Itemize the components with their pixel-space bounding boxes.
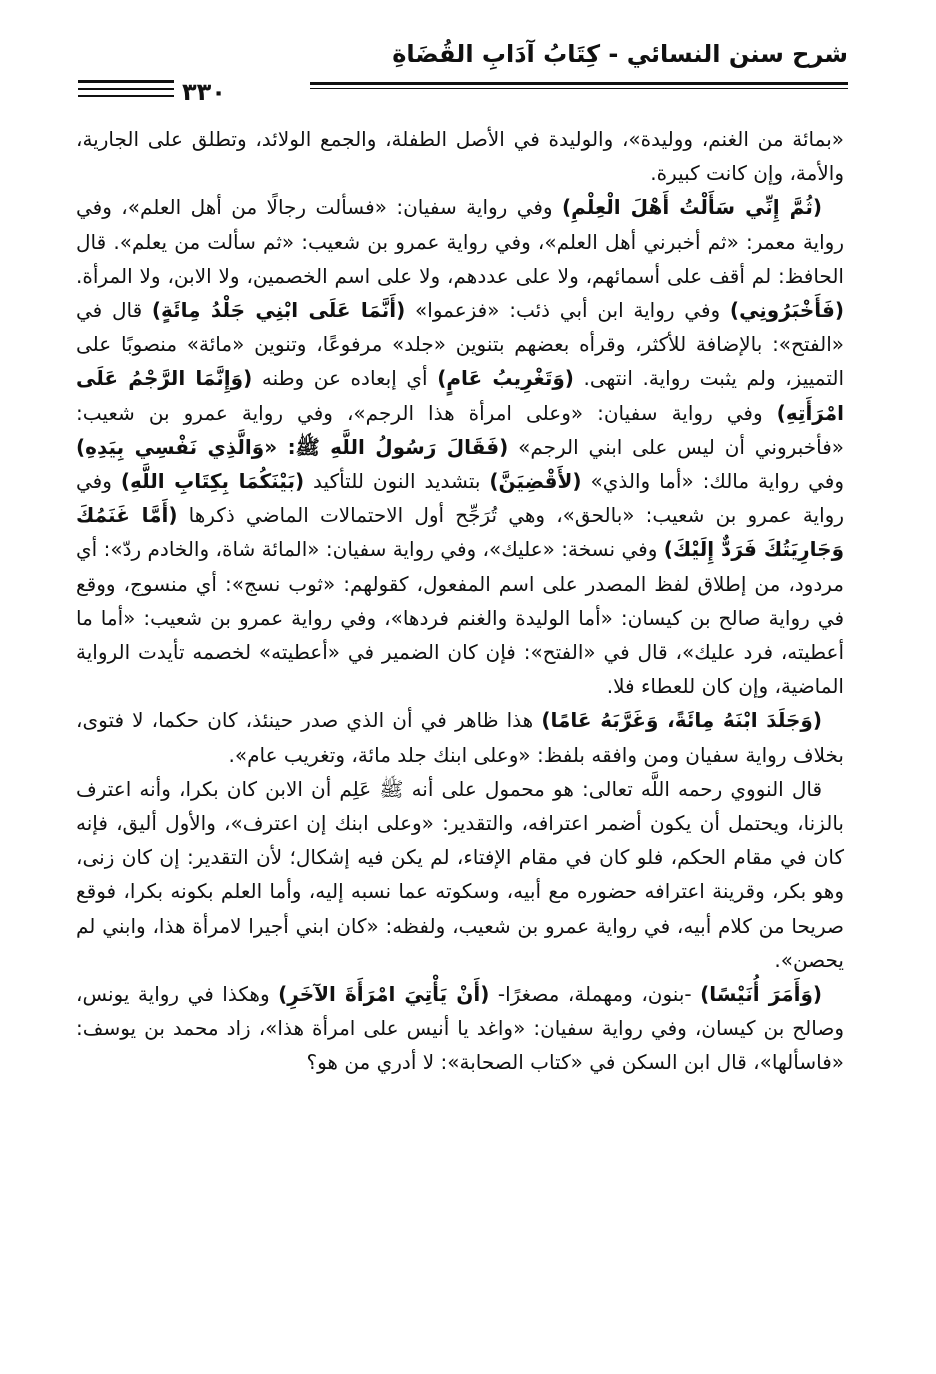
paragraph [76,122,844,190]
quoted-hadith-text: (لأَقْضِيَنَّ) [489,469,582,494]
commentary-text: وهكذا في رواية يونس، وصالح بن كيسان، وفي رواية سفيان: «واغد يا أنيس على امرأة هذا»، زاد محمد بن يوسف: «فاسألها»، قال ابن السكن في «كتاب الصحابة»: لا أدري من هو؟ [76,982,844,1075]
quoted-hadith-text: (بَيْنَكُمَا بِكِتَابِ اللَّهِ) [120,469,305,494]
quoted-hadith-text: (فَأَخْبَرُونِي) [729,298,845,323]
quoted-hadith-text: (أَنْ يَأْتِيَ امْرَأَةَ الآخَرِ) [278,982,490,1007]
quoted-hadith-text: (وَتَغْرِيبُ عَامٍ) [437,366,574,391]
commentary-text: وفي رواية مالك: «أما والذي» [581,469,844,494]
quoted-hadith-text: (وَأَمَرَ أُنَيْسًا) [700,982,823,1007]
paragraph [76,703,844,771]
header-rule-thin [310,88,848,89]
commentary-text: وفي رواية ابن أبي ذئب: «فزعموا» [405,298,730,323]
commentary-text: أي إبعاده عن وطنه [252,366,438,391]
running-title: شرح سنن النسائي - كِتَابُ آدَابِ القُضَاةِ [392,40,848,68]
running-header [78,40,848,106]
commentary-text: قال في «الفتح»: بالإضافة للأكثر، وقرأه بعضهم بتنوين «جلد» مرفوعًا، وتنوين «مائة» منصوبًا على التمييز، ولم يثبت رواية. انتهى. [76,298,845,391]
quoted-hadith-text: (أَنَّمَا عَلَى ابْنِي جَلْدُ مِائَةٍ) [151,298,406,323]
quoted-hadith-text: (فَقَالَ رَسُولُ اللَّهِ ﷺ: «وَالَّذِي نَفْسِي بِيَدِهِ) [76,434,509,459]
commentary-text: وفي رواية سفيان: «وعلى امرأة هذا الرجم»، وفي رواية عمرو بن شعيب: «فأخبروني أن ليس على ابني الرجم» [76,400,844,459]
quoted-hadith-text: (أَمَّا غَنَمُكَ وَجَارِيَتُكَ فَرَدٌّ إِلَيْكَ) [76,503,845,562]
page-number-rule [78,95,174,97]
header-rule [310,82,848,85]
paragraph [76,772,844,977]
page-number-rule [78,88,174,90]
page-number-rule [78,80,174,83]
paragraph [76,190,844,703]
commentary-text: وفي رواية عمرو بن شعيب: «بالحق»، وهي تُرَجِّح أول الاحتمالات الماضي ذكرها [76,469,844,528]
commentary-text: «بمائة من الغنم، ووليدة»، والوليدة في الأصل الطفلة، والجمع الولائد، وتطلق على الجارية، والأمة، وإن كانت كبيرة. [76,127,844,186]
quoted-hadith-text: (ثُمَّ إِنِّي سَأَلْتُ أَهْلَ الْعِلْمِ) [562,195,822,220]
commentary-text: وفي رواية سفيان: «فسألت رجالًا من أهل العلم»، وفي رواية معمر: «ثم أخبرني أهل العلم»، وفي رواية عمرو بن شعيب: «ثم سألت من يعلم». قال الحافظ: لم أقف على أسمائهم، ولا على عددهم، ولا على اسم الخصمين، ولا الابن، ولا المرأة. [76,195,844,288]
commentary-text: قال النووي رحمه اللَّه تعالى: هو محمول على أنه ﷺ عَلِم أن الابن كان بكرا، وأنه اعترف بالزنا، ويحتمل أن يكون أضمر اعترافه، والتقدير: «وعلى ابنك إن اعترف»، والأول أليق، فإنه كان في مقام الحكم، فلو كان في مقام الإفتاء، لم يكن فيه إشكال؛ لأن التقدير: إن كان زنى، وهو بكر، وقرينة اعترافه حضوره مع أبيه، وسكوته عما نسبه إليه، وأما العلم بكونه بكرا، فوقع صريحا من كلام أبيه، في رواية عمرو بن شعيب، ولفظه: «كان ابني أجيرا لامرأة هذا، وابني لم يحصن». [76,776,844,972]
commentary-text: بتشديد النون للتأكيد [304,469,490,494]
commentary-text: هذا ظاهر في أن الذي صدر حينئذ، كان حكما، لا فتوى، بخلاف رواية سفيان ومن وافقه بلفظ: «وعلى ابنك جلد مائة، وتغريب عام». [76,708,844,767]
page-number: ٣٣٠ [182,78,226,106]
quoted-hadith-text: (وَإِنَّمَا الرَّجْمُ عَلَى امْرَأَتِهِ) [76,366,844,425]
paragraph [76,977,844,1080]
commentary-text: -بنون، ومهملة، مصغرًا- [489,982,701,1007]
commentary-text: وفي نسخة: «عليك»، وفي رواية سفيان: «المائة شاة، والخادم ردّ»: أي مردود، من إطلاق لفظ المصدر على اسم المفعول، كقولهم: «ثوب نسج»: أي منسوج، ووقع في رواية صالح بن كيسان: «أما الوليدة والغنم فردها»، وفي رواية عمرو بن شعيب: «أما ما أعطيته، فرد عليك»، قال في «الفتح»: فإن كان الضمير في «أعطيته» لخصمه تأيدت الرواية الماضية، وإن كان للعطاء فلا. [76,537,844,699]
quoted-hadith-text: (وَجَلَدَ ابْنَهُ مِائَةً، وَغَرَّبَهُ عَامًا) [541,708,822,733]
page-body [76,122,844,1080]
